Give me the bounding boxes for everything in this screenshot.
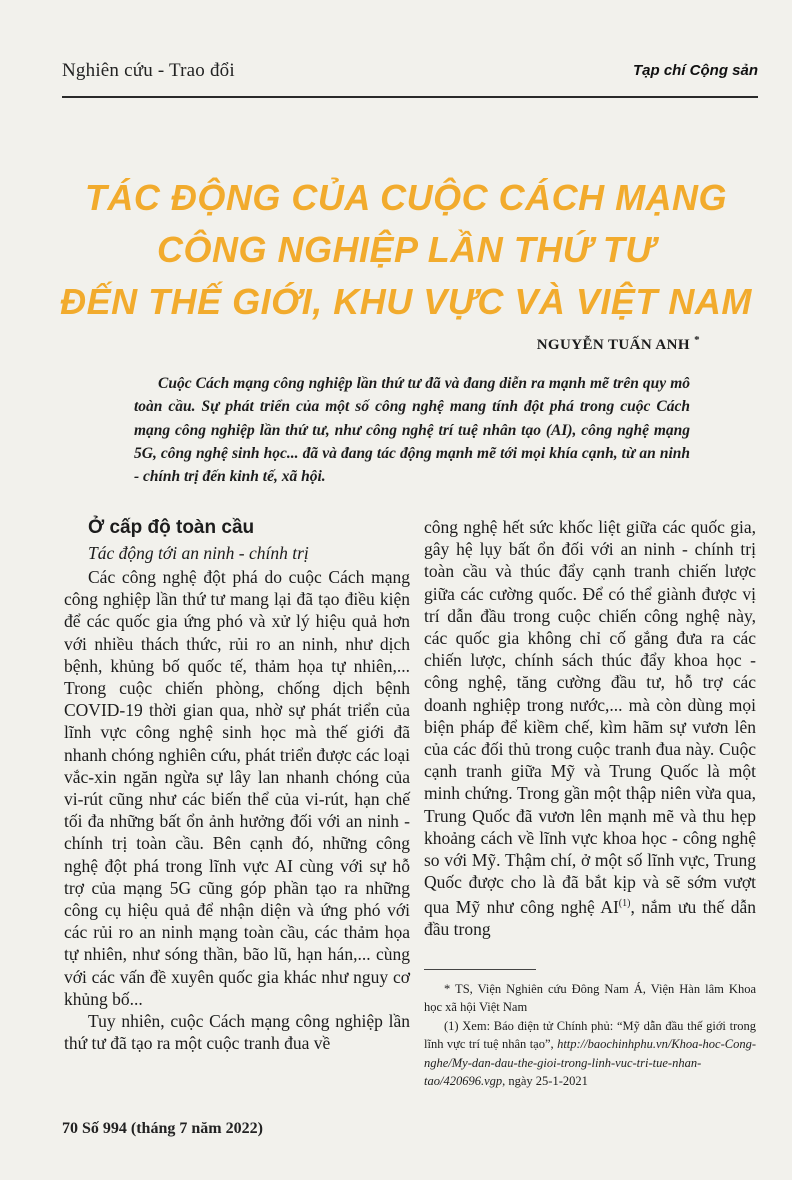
body-paragraph: Các công nghệ đột phá do cuộc Cách mạng công nghiệp lần thứ tư mang lại đã tạo điều kiện để các quốc gia ứng phó và xử lý hiệu quả hơn với nhiều thách thức, rủi ro an ninh, như dịch bệnh, khủng bố quốc tế, thảm họa tự nhiên,... Trong cuộc chiến phòng, chống dịch bệnh COVID-19 thời gian qua, nhờ sự phát triển của lĩnh vực công nghệ sinh học mà thế giới đã nhanh chóng nghiên cứu, phát triển được các loại vắc-xin ngăn ngừa sự lây lan nhanh chóng của vi-rút cũng như các biến thể của vi-rút, hạn chế tối đa những bất ổn ảnh hưởng đối với an ninh - chính trị toàn cầu. Bên cạnh đó, những công nghệ đột phá trong lĩnh vực AI cùng với sự hỗ trợ của mạng 5G cũng góp phần tạo ra những công cụ hiệu quả để nhận diện và ứng phó với các rủi ro an ninh mạng toàn cầu, các thảm họa tự nhiên, như sóng thần, bão lũ, hạn hán,... cùng với các vấn đề xuyên quốc gia khác như nguy cơ khủng bố... [64,567,410,1009]
body-text-tail: , nắm ưu thế dẫn đầu trong [424,897,756,940]
page-number: 70 [62,1120,78,1137]
section-label: Nghiên cứu - Trao đổi [62,60,235,81]
footnotes [424,980,756,1090]
page-footer [62,1120,263,1138]
footnote-rule [424,969,536,970]
footnote-ref: (1) [618,898,631,910]
body-text: công nghệ hết sức khốc liệt giữa các quốc gia, gây hệ lụy bất ổn đối với an ninh - chính trị toàn cầu và thúc đẩy cạnh tranh chiến lược giữa các cường quốc. Để có thể giành được vị trí dẫn đầu trong cuộc chiến công nghệ này, các quốc gia không chỉ cố gắng đưa ra các chiến lược, chính sách thúc đẩy khoa học - công nghệ, tăng cường đầu tư, hỗ trợ các doanh nghiệp trong nước,... mà còn dùng mọi biện pháp để kiềm chế, kìm hãm sự vươn lên của các đối thủ trong cuộc tranh đua này. Cuộc cạnh tranh giữa Mỹ và Trung Quốc là một minh chứng. Trong gần một thập niên vừa qua, Trung Quốc đã vươn lên mạnh mẽ và thu hẹp khoảng cách về lĩnh vực khoa học - công nghệ so với Mỹ. Thậm chí, ở một số lĩnh vực, Trung Quốc được cho là đã bắt kịp và sẽ sớm vượt qua Mỹ như công nghệ AI [424,517,756,918]
body-paragraph-continued [424,516,756,941]
author-affiliation-note: * TS, Viện Nghiên cứu Đông Nam Á, Viện Hàn lâm Khoa học xã hội Việt Nam [424,982,756,1015]
author-footnote-mark: * [694,334,700,346]
author-byline [537,334,700,354]
journal-name: Tạp chí Cộng sản [632,62,758,79]
header-rule [62,96,758,98]
title-line-2: CÔNG NGHIỆP LẦN THỨ TƯ [157,229,655,270]
reference-source: (1) Xem: Báo điện tử Chính phủ: “Mỹ dẫn đầu thế giới trong lĩnh vực trí tuệ nhân tạo”, [424,1018,756,1052]
subsection-heading: Tác động tới an ninh - chính trị [88,543,309,563]
issue-info: Số 994 (tháng 7 năm 2022) [82,1120,263,1137]
title-line-3: ĐẾN THẾ GIỚI, KHU VỰC VÀ VIỆT NAM [60,281,752,322]
title-line-1: TÁC ĐỘNG CỦA CUỘC CÁCH MẠNG [84,177,728,218]
article-title [60,172,752,328]
section-heading: Ở cấp độ toàn cầu [88,517,255,538]
abstract: Cuộc Cách mạng công nghiệp lần thứ tư đã và đang diễn ra mạnh mẽ trên quy mô toàn cầu. Sự phát triển của một số công nghệ mang tính đột phá trong cuộc Cách mạng công nghiệp lần thứ tư, như công nghệ trí tuệ nhân tạo (AI), công nghệ mạng 5G, công nghệ sinh học... đã và đang tác động mạnh mẽ tới mọi khía cạnh, từ an ninh - chính trị đến kinh tế, xã hội. [134,375,690,486]
reference-url: http://baochinhphu.vn/Khoa-hoc-Cong-nghe/My-dan-dau-the-gioi-trong-linh-vuc-tri-tue-nhan-tao/420696.vgp [424,1037,757,1089]
author-name: NGUYỄN TUẤN ANH [536,337,690,353]
reference-note-1 [424,1017,756,1091]
reference-date: , ngày 25-1-2021 [502,1074,588,1089]
body-paragraph: Tuy nhiên, cuộc Cách mạng công nghiệp lần thứ tư đã tạo ra một cuộc tranh đua về [64,1011,410,1054]
left-column [64,516,410,1054]
right-column [424,516,756,941]
